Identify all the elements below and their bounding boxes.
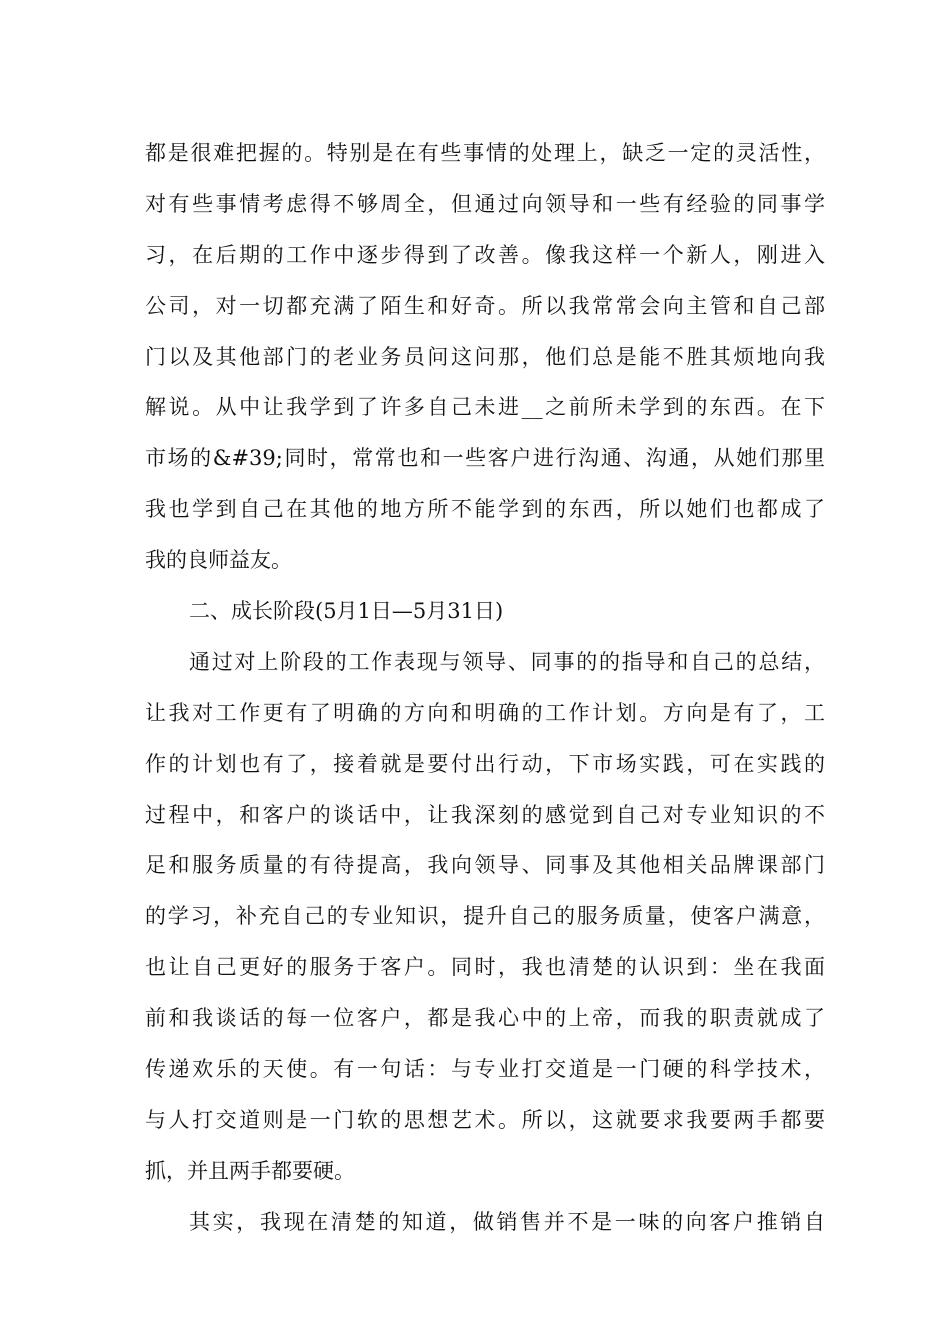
text-line: 的学习，补充自己的专业知识，提升自己的服务质量，使客户满意，	[145, 904, 825, 929]
text-line: 抓，并且两手都要硬。	[145, 1158, 355, 1183]
text-line: 解说。从中让我学到了许多自己未进__之前所未学到的东西。在下	[145, 395, 825, 420]
text-line: 门以及其他部门的老业务员问这问那，他们总是能不胜其烦地向我	[145, 344, 825, 369]
text-line: 前和我谈话的每一位客户，都是我心中的上帝，而我的职责就成了	[145, 1006, 825, 1031]
text-line: 足和服务质量的有待提高，我向领导、同事及其他相关品牌课部门	[145, 853, 825, 878]
document-body	[145, 128, 825, 1248]
text-line: 我的良师益友。	[145, 548, 292, 573]
text-line: 也让自己更好的服务于客户。同时，我也清楚的认识到：坐在我面	[145, 955, 825, 980]
text-line: 市场的&#39;同时，常常也和一些客户进行沟通、沟通，从她们那里	[145, 446, 825, 471]
text-line: 我也学到自己在其他的地方所不能学到的东西，所以她们也都成了	[145, 497, 825, 522]
text-line: 对有些事情考虑得不够周全，但通过向领导和一些有经验的同事学	[145, 191, 825, 216]
text-line: 作的计划也有了，接着就是要付出行动，下市场实践，可在实践的	[145, 751, 825, 776]
text-line: 传递欢乐的天使。有一句话：与专业打交道是一门硬的科学技术，	[145, 1057, 825, 1082]
text-line: 公司，对一切都充满了陌生和好奇。所以我常常会向主管和自己部	[145, 293, 825, 318]
text-line: 与人打交道则是一门软的思想艺术。所以，这就要求我要两手都要	[145, 1107, 825, 1132]
text-line: 过程中，和客户的谈话中，让我深刻的感觉到自己对专业知识的不	[145, 802, 825, 827]
text-line: 都是很难把握的。特别是在有些事情的处理上，缺乏一定的灵活性，	[145, 141, 825, 165]
text-line: 通过对上阶段的工作表现与领导、同事的的指导和自己的总结，	[189, 649, 825, 674]
text-line: 让我对工作更有了明确的方向和明确的工作计划。方向是有了，工	[145, 700, 825, 725]
text-line: 其实，我现在清楚的知道，做销售并不是一味的向客户推销自	[189, 1209, 825, 1234]
text-line: 习，在后期的工作中逐步得到了改善。像我这样一个新人，刚进入	[145, 242, 825, 267]
section-heading: 二、成长阶段(5月1日—5月31日)	[189, 599, 504, 624]
